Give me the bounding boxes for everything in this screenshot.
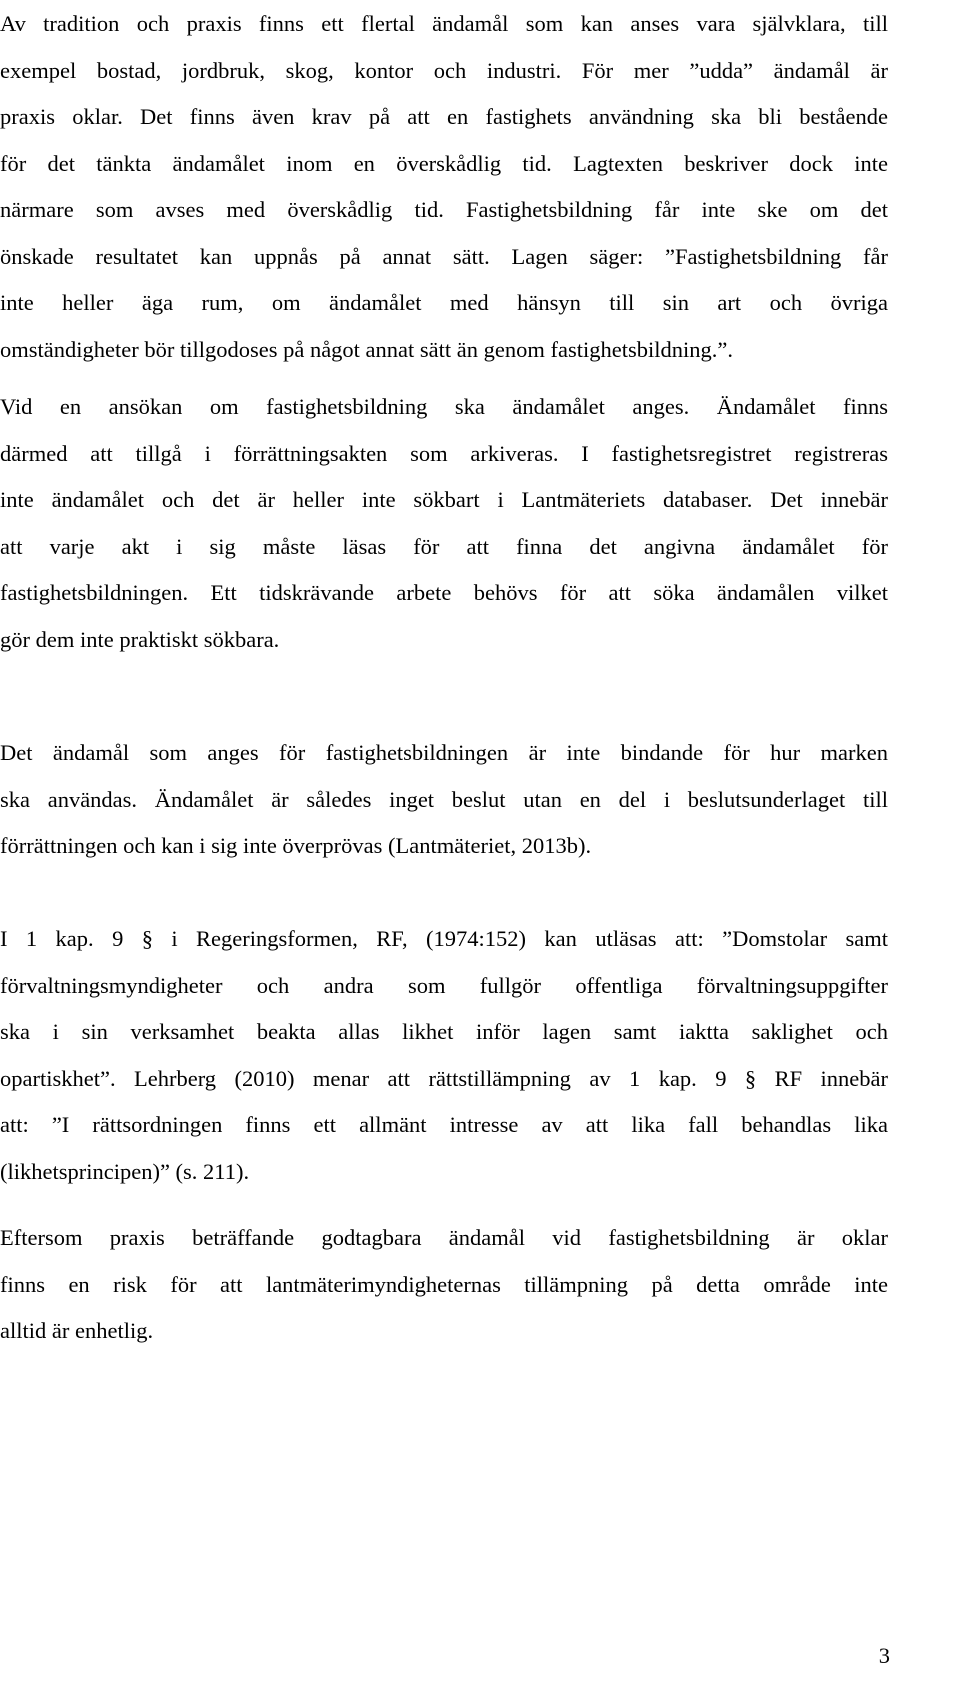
text-line: önskade resultatet kan uppnås på annat sätt. Lagen säger: ”Fastighetsbildning får	[0, 243, 888, 269]
text-line: närmare som avses med överskådlig tid. Fastighetsbildning får inte ske om det	[0, 197, 888, 222]
text-line: Det ändamål som anges för fastighetsbildningen är inte bindande för hur marken	[0, 740, 888, 765]
text-line: Eftersom praxis beträffande godtagbara ändamål vid fastighetsbildning är oklar	[0, 1225, 888, 1250]
paragraph-slutsats	[0, 1215, 888, 1355]
text-line: alltid är enhetlig.	[0, 1318, 154, 1343]
text-line: gör dem inte praktiskt sökbara.	[0, 626, 280, 652]
paragraph-bindande	[0, 730, 888, 870]
text-line: fastighetsbildningen. Ett tidskrävande arbete behövs för att söka ändamålen vilket	[0, 580, 888, 605]
text-line: Vid en ansökan om fastighetsbildning ska ändamålet anges. Ändamålet finns	[0, 394, 888, 419]
paragraph-regeringsformen	[0, 916, 888, 1195]
text-line: förrättningen och kan i sig inte överprövas (Lantmäteriet, 2013b).	[0, 833, 592, 858]
text-line: att: ”I rättsordningen finns ett allmänt intresse av att lika fall behandlas lika	[0, 1112, 888, 1137]
text-line: inte heller äga rum, om ändamålet med hänsyn till sin art och övriga	[0, 290, 888, 315]
text-line: praxis oklar. Det finns även krav på att en fastighets användning ska bli bestående	[0, 104, 888, 129]
paragraph-praxis-andamal	[0, 1, 888, 373]
text-line: exempel bostad, jordbruk, skog, kontor och industri. För mer ”udda” ändamål är	[0, 57, 888, 83]
paragraph-ansokan	[0, 384, 888, 663]
text-line: finns en risk för att lantmäterimyndigheternas tillämpning på detta område inte	[0, 1271, 888, 1297]
text-line: inte ändamålet och det är heller inte sökbart i Lantmäteriets databaser. Det innebär	[0, 487, 888, 512]
text-line: Av tradition och praxis finns ett flertal ändamål som kan anses vara självklara, till	[0, 11, 888, 36]
text-line: omständigheter bör tillgodoses på något annat sätt än genom fastighetsbildning.”.	[0, 336, 733, 362]
text-line: I 1 kap. 9 § i Regeringsformen, RF, (1974:152) kan utläsas att: ”Domstolar samt	[0, 926, 888, 951]
text-line: att varje akt i sig måste läsas för att finna det angivna ändamålet för	[0, 533, 888, 559]
text-line: förvaltningsmyndigheter och andra som fullgör offentliga förvaltningsuppgifter	[0, 972, 888, 998]
text-line: ska i sin verksamhet beakta allas likhet inför lagen samt iaktta saklighet och	[0, 1019, 888, 1044]
text-line: opartiskhet”. Lehrberg (2010) menar att rättstillämpning av 1 kap. 9 § RF innebär	[0, 1065, 888, 1091]
page-number: 3	[878, 1643, 890, 1668]
text-line: ska användas. Ändamålet är således inget beslut utan en del i beslutsunderlaget till	[0, 786, 888, 812]
text-line: för det tänkta ändamålet inom en överskådlig tid. Lagtexten beskriver dock inte	[0, 150, 888, 176]
text-line: (likhetsprincipen)” (s. 211).	[0, 1158, 250, 1184]
text-line: därmed att tillgå i förrättningsakten som arkiveras. I fastighetsregistret registreras	[0, 440, 888, 466]
